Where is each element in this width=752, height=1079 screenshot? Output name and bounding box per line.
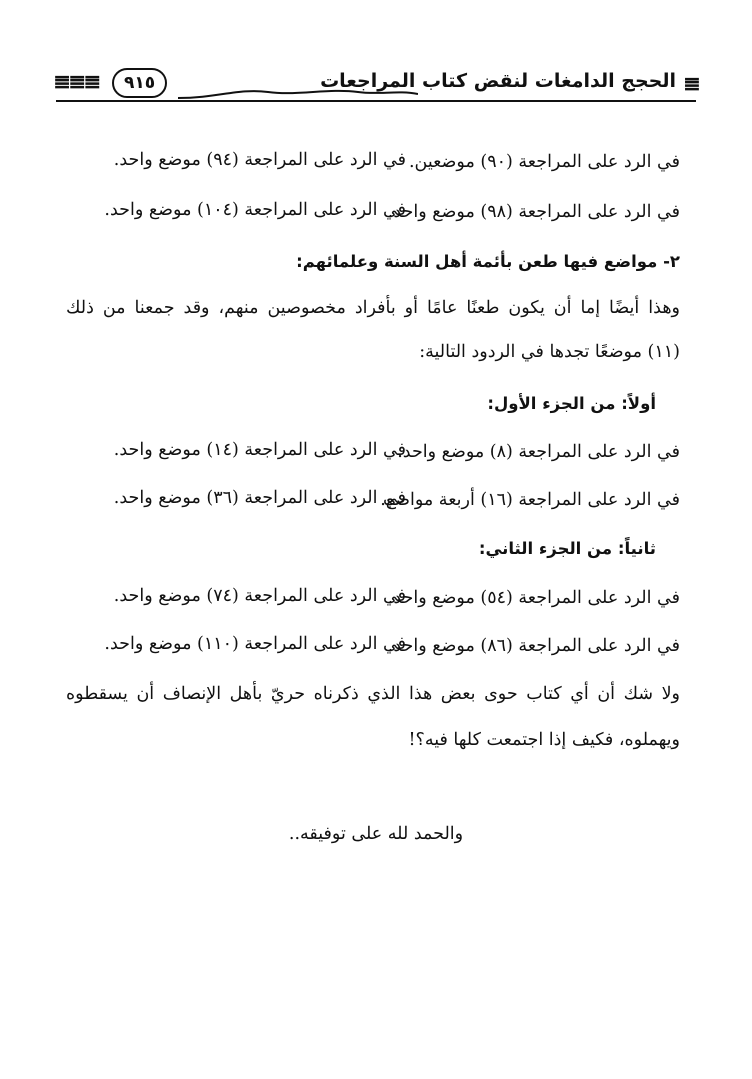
entry-left: في الرد على المراجعة (٧٤) موضع واحد.: [113, 586, 406, 606]
closing-line: والحمد لله على توفيقه..: [288, 824, 464, 844]
entry-right: في الرد على المراجعة (٨٦) موضع واحد.: [387, 636, 680, 656]
paragraph-line: ويهملوه، فكيف إذا اجتمعت كلها فيه؟!: [408, 730, 680, 750]
header-rule: [56, 100, 696, 102]
entry-left: في الرد على المراجعة (٣٦) موضع واحد.: [113, 488, 406, 508]
subheading-part-two: ثانياً: من الجزء الثاني:: [478, 539, 656, 558]
entry-left: في الرد على المراجعة (١١٠) موضع واحد.: [104, 634, 406, 654]
entry-right: في الرد على المراجعة (٩٨) موضع واحد.: [387, 202, 680, 222]
running-header: [52, 58, 700, 108]
entry-right: في الرد على المراجعة (٨) موضع واحد.: [397, 442, 680, 462]
entry-right: في الرد على المراجعة (١٦) أربعة مواضع.: [380, 490, 680, 510]
header-ornament-right: 𝌆: [683, 74, 700, 95]
entry-right: في الرد على المراجعة (٩٠) موضعين.: [408, 152, 680, 172]
entry-left: في الرد على المراجعة (١٤) موضع واحد.: [113, 440, 406, 460]
paragraph-line: وهذا أيضًا إما أن يكون طعنًا عامًا أو بأفراد مخصوصين منهم، وقد جمعنا من ذلك: [66, 298, 680, 318]
header-swirl-ornament: [178, 86, 418, 100]
entry-left: في الرد على المراجعة (١٠٤) موضع واحد.: [104, 200, 406, 220]
entry-left: في الرد على المراجعة (٩٤) موضع واحد.: [113, 150, 406, 170]
paragraph-line: ولا شك أن أي كتاب حوى بعض هذا الذي ذكرناه حريّ بأهل الإنصاف أن يسقطوه: [66, 684, 680, 704]
paragraph-line: (١١) موضعًا تجدها في الردود التالية:: [419, 342, 680, 362]
subheading-part-one: أولاً: من الجزء الأول:: [487, 394, 656, 413]
header-ornament-left: 𝌆𝌆𝌆: [54, 72, 100, 93]
page-number: ٩١٥: [112, 68, 167, 98]
header-title: الحجج الدامغات لنقض كتاب المراجعات: [320, 70, 676, 92]
entry-right: في الرد على المراجعة (٥٤) موضع واحد.: [387, 588, 680, 608]
section-heading: ٢- مواضع فيها طعن بأئمة أهل السنة وعلمائهم:: [296, 252, 680, 271]
